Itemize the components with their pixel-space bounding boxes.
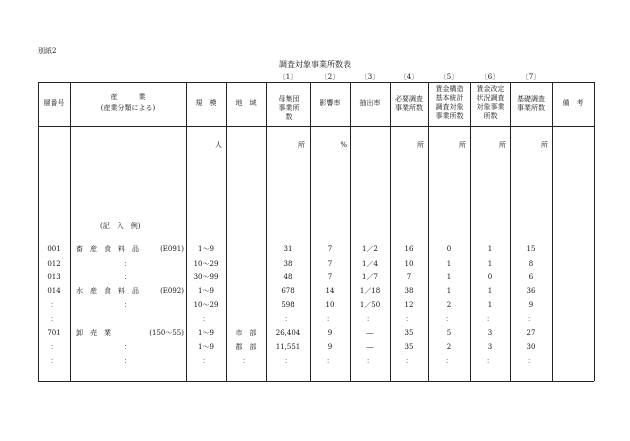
row-wage-revision: 3: [487, 343, 493, 351]
row-population: 48: [283, 273, 293, 281]
row-wage-structure: 1: [446, 273, 452, 281]
row-wage-structure: 0: [446, 245, 452, 253]
row-wage-structure: 2: [446, 301, 452, 309]
row-sampling-rate: 1／7: [362, 273, 378, 281]
row-wage-revision: 1: [487, 287, 493, 295]
header-wage-structure-establishments: 賃金構造基本統計調査対象事業所数: [435, 85, 464, 120]
row-scale: 1〜9: [198, 329, 214, 337]
row-impact-rate: 9: [327, 329, 333, 337]
row-layer-number: ：: [50, 343, 58, 351]
header-impact-rate: 影響率: [319, 99, 341, 107]
header-population-establishments: 母集団事業所数: [278, 95, 300, 121]
row-layer-number: 701: [47, 329, 61, 337]
row-wage-revision: 0: [487, 273, 493, 281]
row-wage-structure: 2: [446, 343, 452, 351]
unit-c6: 所: [499, 141, 506, 149]
row-basic-survey: ：: [527, 315, 535, 323]
row-basic-survey: 27: [526, 329, 536, 337]
unit-c4: 所: [417, 141, 424, 149]
row-required: 35: [404, 329, 414, 337]
row-impact-rate: 14: [325, 287, 335, 295]
row-required: 7: [406, 273, 412, 281]
row-industry: 卸 売 業: [76, 329, 111, 337]
col-number-2: 〔2〕: [320, 73, 340, 81]
header-remarks: 備 考: [562, 99, 584, 107]
row-basic-survey: 30: [526, 343, 536, 351]
row-impact-rate: 9: [327, 343, 333, 351]
row-layer-number: 012: [47, 260, 61, 268]
row-required: 12: [404, 301, 414, 309]
example-label: (記 入 例): [100, 222, 141, 230]
row-wage-revision: 3: [487, 329, 493, 337]
row-required: 38: [404, 287, 414, 295]
unit-c5: 所: [459, 141, 466, 149]
row-industry: 水 産 食 料 品: [76, 287, 139, 295]
header-industry: 産 業: [110, 93, 146, 101]
row-impact-rate: 7: [327, 245, 333, 253]
row-layer-number: 014: [47, 287, 61, 295]
row-industry: 畜 産 食 料 品: [76, 245, 139, 253]
row-population: 31: [283, 245, 293, 253]
row-population: ：: [284, 315, 292, 323]
row-wage-revision: ：: [486, 357, 494, 365]
row-population: 11,551: [275, 343, 301, 351]
row-wage-revision: 1: [487, 301, 493, 309]
row-industry: ：: [124, 357, 131, 365]
header-industry-note: (産業分類による): [100, 104, 156, 112]
row-scale: 30〜99: [193, 273, 219, 281]
unit-c2: %: [340, 141, 347, 149]
unit-scale: 人: [215, 141, 222, 149]
row-sampling-rate: ：: [366, 315, 374, 323]
row-wage-revision: ：: [486, 315, 494, 323]
row-industry-code: (150〜55): [149, 329, 184, 337]
row-industry-code: (E091): [160, 245, 184, 253]
row-region: 市 部: [235, 329, 257, 337]
row-sampling-rate: 1／4: [362, 260, 378, 268]
row-basic-survey: 36: [526, 287, 536, 295]
header-wage-revision-establishments: 賃金改定状況調査対象事業所数: [476, 85, 505, 120]
header-basic-survey-establishments: 基礎調査事業所数: [517, 95, 545, 112]
document-label: 別紙2: [38, 47, 57, 55]
col-number-6: 〔6〕: [480, 73, 500, 81]
header-region: 地 域: [235, 99, 257, 107]
unit-c7: 所: [541, 141, 548, 149]
row-sampling-rate: ―: [366, 329, 374, 337]
row-scale: 1〜9: [198, 245, 214, 253]
row-wage-revision: 1: [487, 260, 493, 268]
row-industry: ：: [124, 273, 131, 281]
row-scale: ：: [202, 315, 210, 323]
unit-c1: 所: [298, 141, 305, 149]
header-layer-number: 層番号: [43, 99, 65, 107]
row-wage-structure: ：: [445, 357, 453, 365]
row-required: ：: [405, 357, 413, 365]
row-scale: 1〜9: [198, 287, 214, 295]
row-impact-rate: 7: [327, 273, 333, 281]
row-scale: 10〜29: [193, 260, 219, 268]
row-industry: ：: [124, 343, 131, 351]
row-region: ：: [242, 357, 250, 365]
row-wage-structure: 1: [446, 287, 452, 295]
row-scale: 10〜29: [193, 301, 219, 309]
row-sampling-rate: 1／18: [359, 287, 381, 295]
row-population: 26,404: [275, 329, 301, 337]
row-basic-survey: 9: [528, 301, 534, 309]
row-population: 38: [283, 260, 293, 268]
col-number-4: 〔4〕: [399, 73, 419, 81]
row-required: 35: [404, 343, 414, 351]
row-basic-survey: 8: [528, 260, 534, 268]
row-required: 10: [404, 260, 414, 268]
row-population: 678: [281, 287, 295, 295]
row-impact-rate: 7: [327, 260, 333, 268]
row-layer-number: ：: [50, 315, 58, 323]
row-impact-rate: 10: [325, 301, 335, 309]
row-basic-survey: ：: [527, 357, 535, 365]
row-population: 598: [281, 301, 295, 309]
row-layer-number: 001: [47, 245, 61, 253]
row-scale: 1〜9: [198, 343, 214, 351]
row-wage-revision: 1: [487, 245, 493, 253]
row-wage-structure: ：: [445, 315, 453, 323]
header-sampling-rate: 抽出率: [359, 99, 381, 107]
header-required-establishments: 必要調査事業所数: [395, 95, 423, 112]
row-impact-rate: ：: [326, 357, 334, 365]
row-industry: ：: [124, 260, 131, 268]
row-basic-survey: 15: [526, 245, 536, 253]
col-number-3: 〔3〕: [360, 73, 380, 81]
row-scale: ：: [202, 357, 210, 365]
row-wage-structure: 5: [446, 329, 452, 337]
row-required: ：: [405, 315, 413, 323]
row-region: 郡 部: [235, 343, 257, 351]
row-industry: ：: [124, 301, 131, 309]
row-layer-number: 013: [47, 273, 61, 281]
col-number-1: 〔1〕: [278, 73, 298, 81]
row-industry-code: (E092): [160, 287, 184, 295]
col-number-5: 〔5〕: [439, 73, 459, 81]
row-sampling-rate: 1／50: [359, 301, 381, 309]
row-layer-number: ：: [50, 357, 58, 365]
row-basic-survey: 6: [528, 273, 534, 281]
row-sampling-rate: 1／2: [362, 245, 378, 253]
row-population: ：: [284, 357, 292, 365]
row-layer-number: ：: [50, 301, 58, 309]
row-sampling-rate: ―: [366, 343, 374, 351]
table-title: 調査対象事業所数表: [279, 60, 351, 69]
header-scale: 規 模: [195, 99, 217, 107]
row-wage-structure: 1: [446, 260, 452, 268]
row-sampling-rate: ：: [366, 357, 374, 365]
row-required: 16: [404, 245, 414, 253]
row-impact-rate: ：: [326, 315, 334, 323]
col-number-7: 〔7〕: [521, 73, 541, 81]
